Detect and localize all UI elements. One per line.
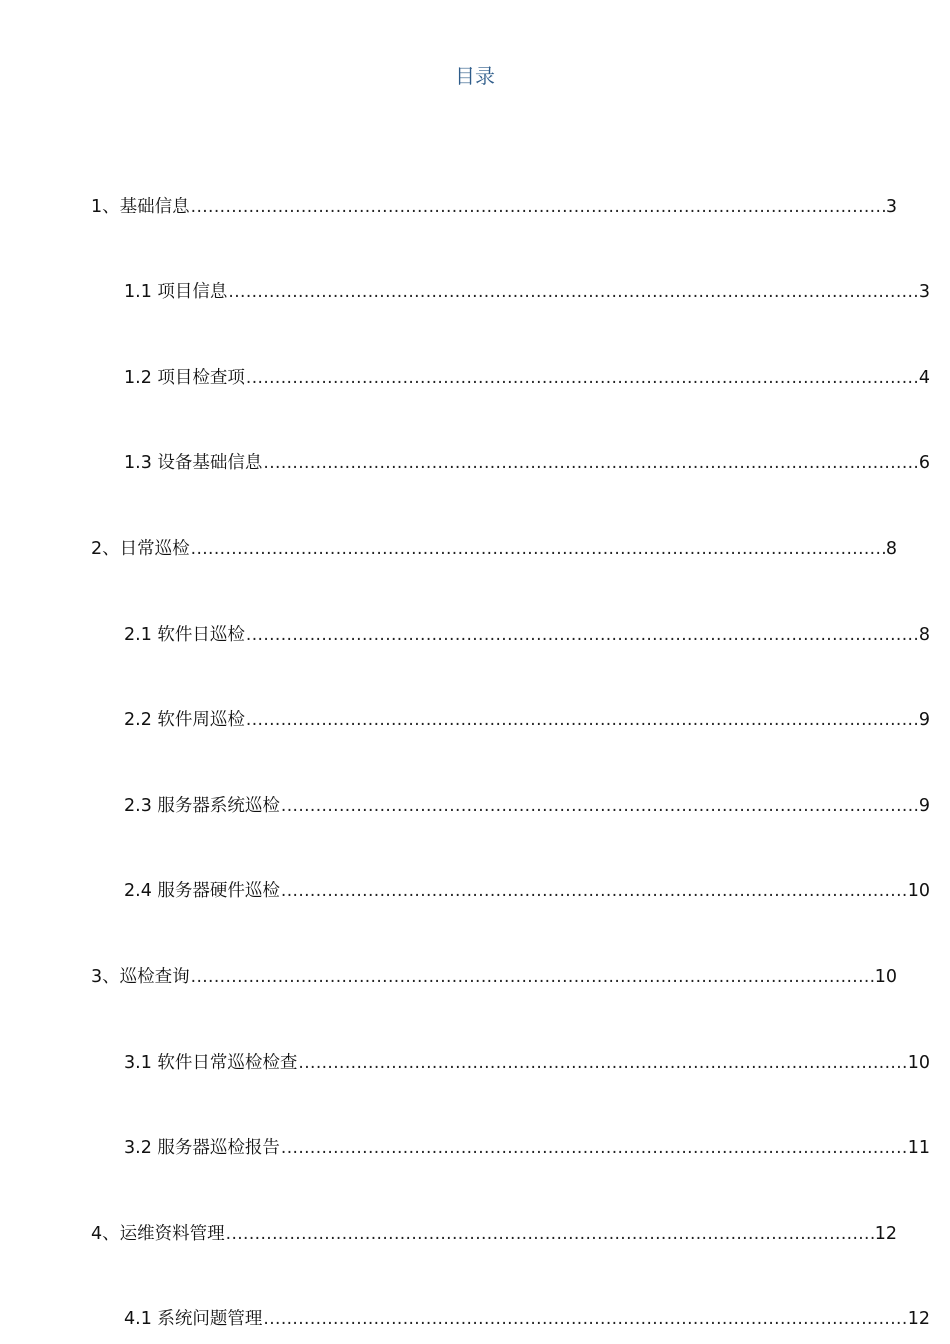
toc-title: 目录	[455, 64, 495, 88]
toc-entry-page-number: 8	[918, 624, 930, 645]
toc-entry[interactable]	[91, 734, 930, 820]
toc-entry-page-number: 3	[918, 282, 930, 303]
toc-leader-dots	[246, 706, 918, 734]
toc-entry-page-number: 12	[907, 1309, 930, 1330]
toc-leader-dots	[191, 535, 885, 563]
toc-entry[interactable]	[91, 221, 930, 307]
toc-entry[interactable]	[91, 820, 930, 906]
toc-entry-label: 3.1 软件日常巡检检查	[124, 1052, 298, 1073]
toc-leader-dots	[263, 1305, 906, 1333]
toc-entry-page-number: 10	[907, 881, 930, 902]
toc-leader-dots	[281, 877, 907, 905]
toc-leader-dots	[191, 193, 885, 221]
toc-entry-label: 2.2 软件周巡检	[124, 710, 245, 731]
toc-entry-page-number: 11	[907, 1138, 930, 1159]
toc-list	[91, 135, 930, 1333]
toc-leader-dots	[246, 364, 918, 392]
toc-leader-dots	[281, 792, 918, 820]
toc-entry[interactable]	[91, 649, 930, 735]
toc-leader-dots	[298, 1049, 906, 1077]
toc-entry[interactable]	[91, 563, 930, 649]
toc-entry[interactable]	[91, 1248, 930, 1334]
toc-entry-page-number: 9	[918, 710, 930, 731]
toc-entry-page-number: 4	[918, 367, 930, 388]
toc-entry-label: 1.3 设备基础信息	[124, 453, 263, 474]
toc-entry[interactable]	[91, 306, 930, 392]
toc-entry-page-number: 3	[885, 196, 897, 217]
toc-leader-dots	[226, 1220, 874, 1248]
toc-entry-label: 3、巡检查询	[91, 966, 190, 987]
toc-entry-page-number: 10	[907, 1052, 930, 1073]
toc-entry-label: 2.3 服务器系统巡检	[124, 795, 280, 816]
toc-entry-label: 2.4 服务器硬件巡检	[124, 881, 280, 902]
toc-entry-label: 1、基础信息	[91, 196, 190, 217]
toc-entry[interactable]	[91, 1162, 897, 1248]
toc-entry[interactable]	[91, 991, 930, 1077]
toc-entry-label: 2、日常巡检	[91, 538, 190, 559]
toc-entry[interactable]	[91, 477, 897, 563]
toc-entry-label: 1.2 项目检查项	[124, 367, 245, 388]
toc-leader-dots	[263, 449, 917, 477]
toc-entry-label: 1.1 项目信息	[124, 282, 228, 303]
toc-leader-dots	[246, 621, 918, 649]
toc-leader-dots	[191, 963, 874, 991]
toc-entry-label: 4.1 系统问题管理	[124, 1309, 263, 1330]
toc-entry[interactable]	[91, 1077, 930, 1163]
toc-leader-dots	[228, 278, 917, 306]
toc-entry[interactable]	[91, 392, 930, 478]
toc-entry[interactable]	[91, 905, 897, 991]
toc-entry-page-number: 6	[918, 453, 930, 474]
toc-entry-label: 4、运维资料管理	[91, 1223, 225, 1244]
toc-entry-page-number: 9	[918, 795, 930, 816]
toc-entry[interactable]	[91, 135, 897, 221]
toc-entry-page-number: 8	[885, 538, 897, 559]
toc-entry-label: 3.2 服务器巡检报告	[124, 1138, 280, 1159]
toc-entry-label: 2.1 软件日巡检	[124, 624, 245, 645]
toc-leader-dots	[281, 1134, 907, 1162]
toc-entry-page-number: 12	[874, 1223, 897, 1244]
toc-entry-page-number: 10	[874, 966, 897, 987]
